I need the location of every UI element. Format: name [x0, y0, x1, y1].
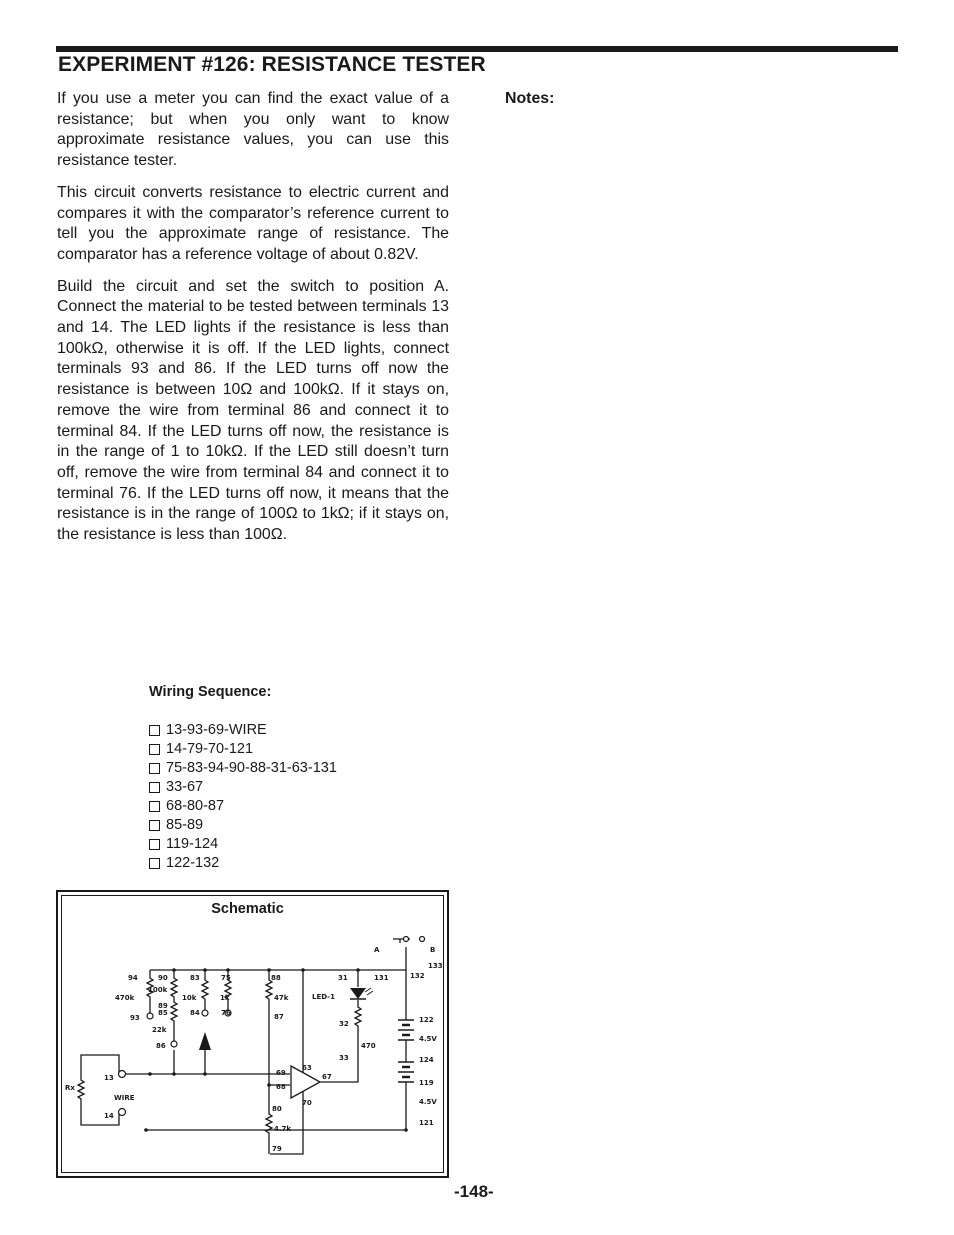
label: 83	[190, 974, 200, 982]
wiring-step	[149, 721, 337, 740]
checkbox-icon[interactable]	[149, 782, 160, 793]
schematic-labels	[65, 946, 443, 1153]
explanation-paragraph: This circuit converts resistance to electric current and compares it with the comparator’s reference current to tell you the approximate range of resistance. The comparator has a reference voltage of about 0.82V.	[57, 183, 449, 263]
label: 13	[104, 1074, 114, 1082]
label: B	[430, 946, 436, 954]
label: 4.5V	[419, 1035, 437, 1043]
label: 33	[339, 1054, 349, 1062]
wiring-step	[149, 759, 337, 778]
wiring-step	[149, 778, 337, 797]
page-title: EXPERIMENT #126: RESISTANCE TESTER	[58, 53, 486, 76]
label: 90	[158, 974, 168, 982]
label: 131	[374, 974, 389, 982]
schematic-diagram	[58, 892, 447, 1176]
wiring-step-text: 68-80-87	[166, 798, 225, 814]
wiring-step-text: 122-132	[166, 855, 220, 871]
led-symbol-icon	[350, 988, 373, 999]
label: 47k	[274, 994, 289, 1002]
label: LED-1	[312, 993, 335, 1001]
label: 70	[302, 1099, 312, 1107]
label: 32	[339, 1020, 349, 1028]
label: 124	[419, 1056, 434, 1064]
label: 10k	[182, 994, 197, 1002]
label: 14	[104, 1112, 114, 1120]
label: 88	[271, 974, 281, 982]
procedure-paragraph: Build the circuit and set the switch to position A. Connect the material to be tested between terminals 13 and 14. The LED lights if the resistance is less than 100kΩ, otherwise it is off. If the LED lights, connect terminals 93 and 86. If the LED turns off now the resistance is between 10Ω and 100kΩ. If it stays on, remove the wire from terminal 86 and connect it to terminal 84. If the LED turns off now, the resistance is in the range of 1 to 10kΩ. If the LED still doesn’t turn off, remove the wire from terminal 84 and connect it to terminal 76. If the LED turns off now, it means that the resistance is in the range of 100Ω to 1kΩ; if it stays on, the resistance is less than 100Ω.	[57, 277, 449, 544]
wiring-step	[149, 835, 337, 854]
label: 22k	[152, 1026, 167, 1034]
label: 89	[158, 1002, 168, 1010]
label: 470	[361, 1042, 376, 1050]
label: 133	[428, 962, 443, 970]
checkbox-icon[interactable]	[149, 858, 160, 869]
label: 4.5V	[419, 1098, 437, 1106]
wiring-step	[149, 740, 337, 759]
label: 75	[221, 974, 231, 982]
wiring-step	[149, 854, 337, 873]
checkbox-icon[interactable]	[149, 725, 160, 736]
label: 1k	[220, 994, 230, 1002]
label: 93	[130, 1014, 140, 1022]
schematic-title: Schematic	[211, 901, 284, 917]
label: 76	[221, 1009, 231, 1017]
label: 31	[338, 974, 348, 982]
label: 100k	[148, 986, 168, 994]
wiring-step-text: 33-67	[166, 779, 204, 795]
label: 69	[276, 1069, 286, 1077]
label: A	[374, 946, 380, 954]
checkbox-icon[interactable]	[149, 744, 160, 755]
wiring-steps-list	[149, 721, 337, 873]
wiring-step-text: 85-89	[166, 817, 204, 833]
label: 86	[156, 1042, 166, 1050]
intro-paragraph: If you use a meter you can find the exact value of a resistance; but when you only want to know approximate resistance values, you can use this resistance tester.	[57, 90, 449, 170]
wiring-step-text: 13-93-69-WIRE	[166, 722, 267, 738]
label: 80	[272, 1105, 282, 1113]
label: 87	[274, 1013, 284, 1021]
label: 470k	[115, 994, 135, 1002]
label: 63	[302, 1064, 312, 1072]
wiring-step-text: 75-83-94-90-88-31-63-131	[166, 760, 337, 776]
label: 84	[190, 1009, 200, 1017]
checkbox-icon[interactable]	[149, 763, 160, 774]
label: 68	[276, 1083, 286, 1091]
label: WIRE	[114, 1094, 135, 1102]
label: Rx	[65, 1084, 75, 1092]
label: 85	[158, 1009, 168, 1017]
wiring-sequence-title: Wiring Sequence:	[149, 684, 272, 700]
header-rule	[56, 46, 898, 52]
label: 4.7k	[274, 1125, 292, 1133]
label: 122	[419, 1016, 434, 1024]
instructions-column	[57, 89, 449, 557]
wiring-step-text: 14-79-70-121	[166, 741, 254, 757]
checkbox-icon[interactable]	[149, 839, 160, 850]
notes-label: Notes:	[505, 90, 555, 107]
tap-arrow-icon	[199, 1032, 211, 1050]
checkbox-icon[interactable]	[149, 820, 160, 831]
page-number: -148-	[454, 1182, 494, 1201]
wiring-step-text: 119-124	[166, 836, 219, 852]
label: 132	[410, 972, 425, 980]
label: 119	[419, 1079, 434, 1087]
wiring-step	[149, 797, 337, 816]
checkbox-icon[interactable]	[149, 801, 160, 812]
wiring-step	[149, 816, 337, 835]
label: 67	[322, 1073, 332, 1081]
wiring-sequence	[149, 682, 337, 873]
schematic-box	[56, 890, 449, 1178]
label: 79	[272, 1145, 282, 1153]
label: 121	[419, 1119, 434, 1127]
label: 94	[128, 974, 138, 982]
